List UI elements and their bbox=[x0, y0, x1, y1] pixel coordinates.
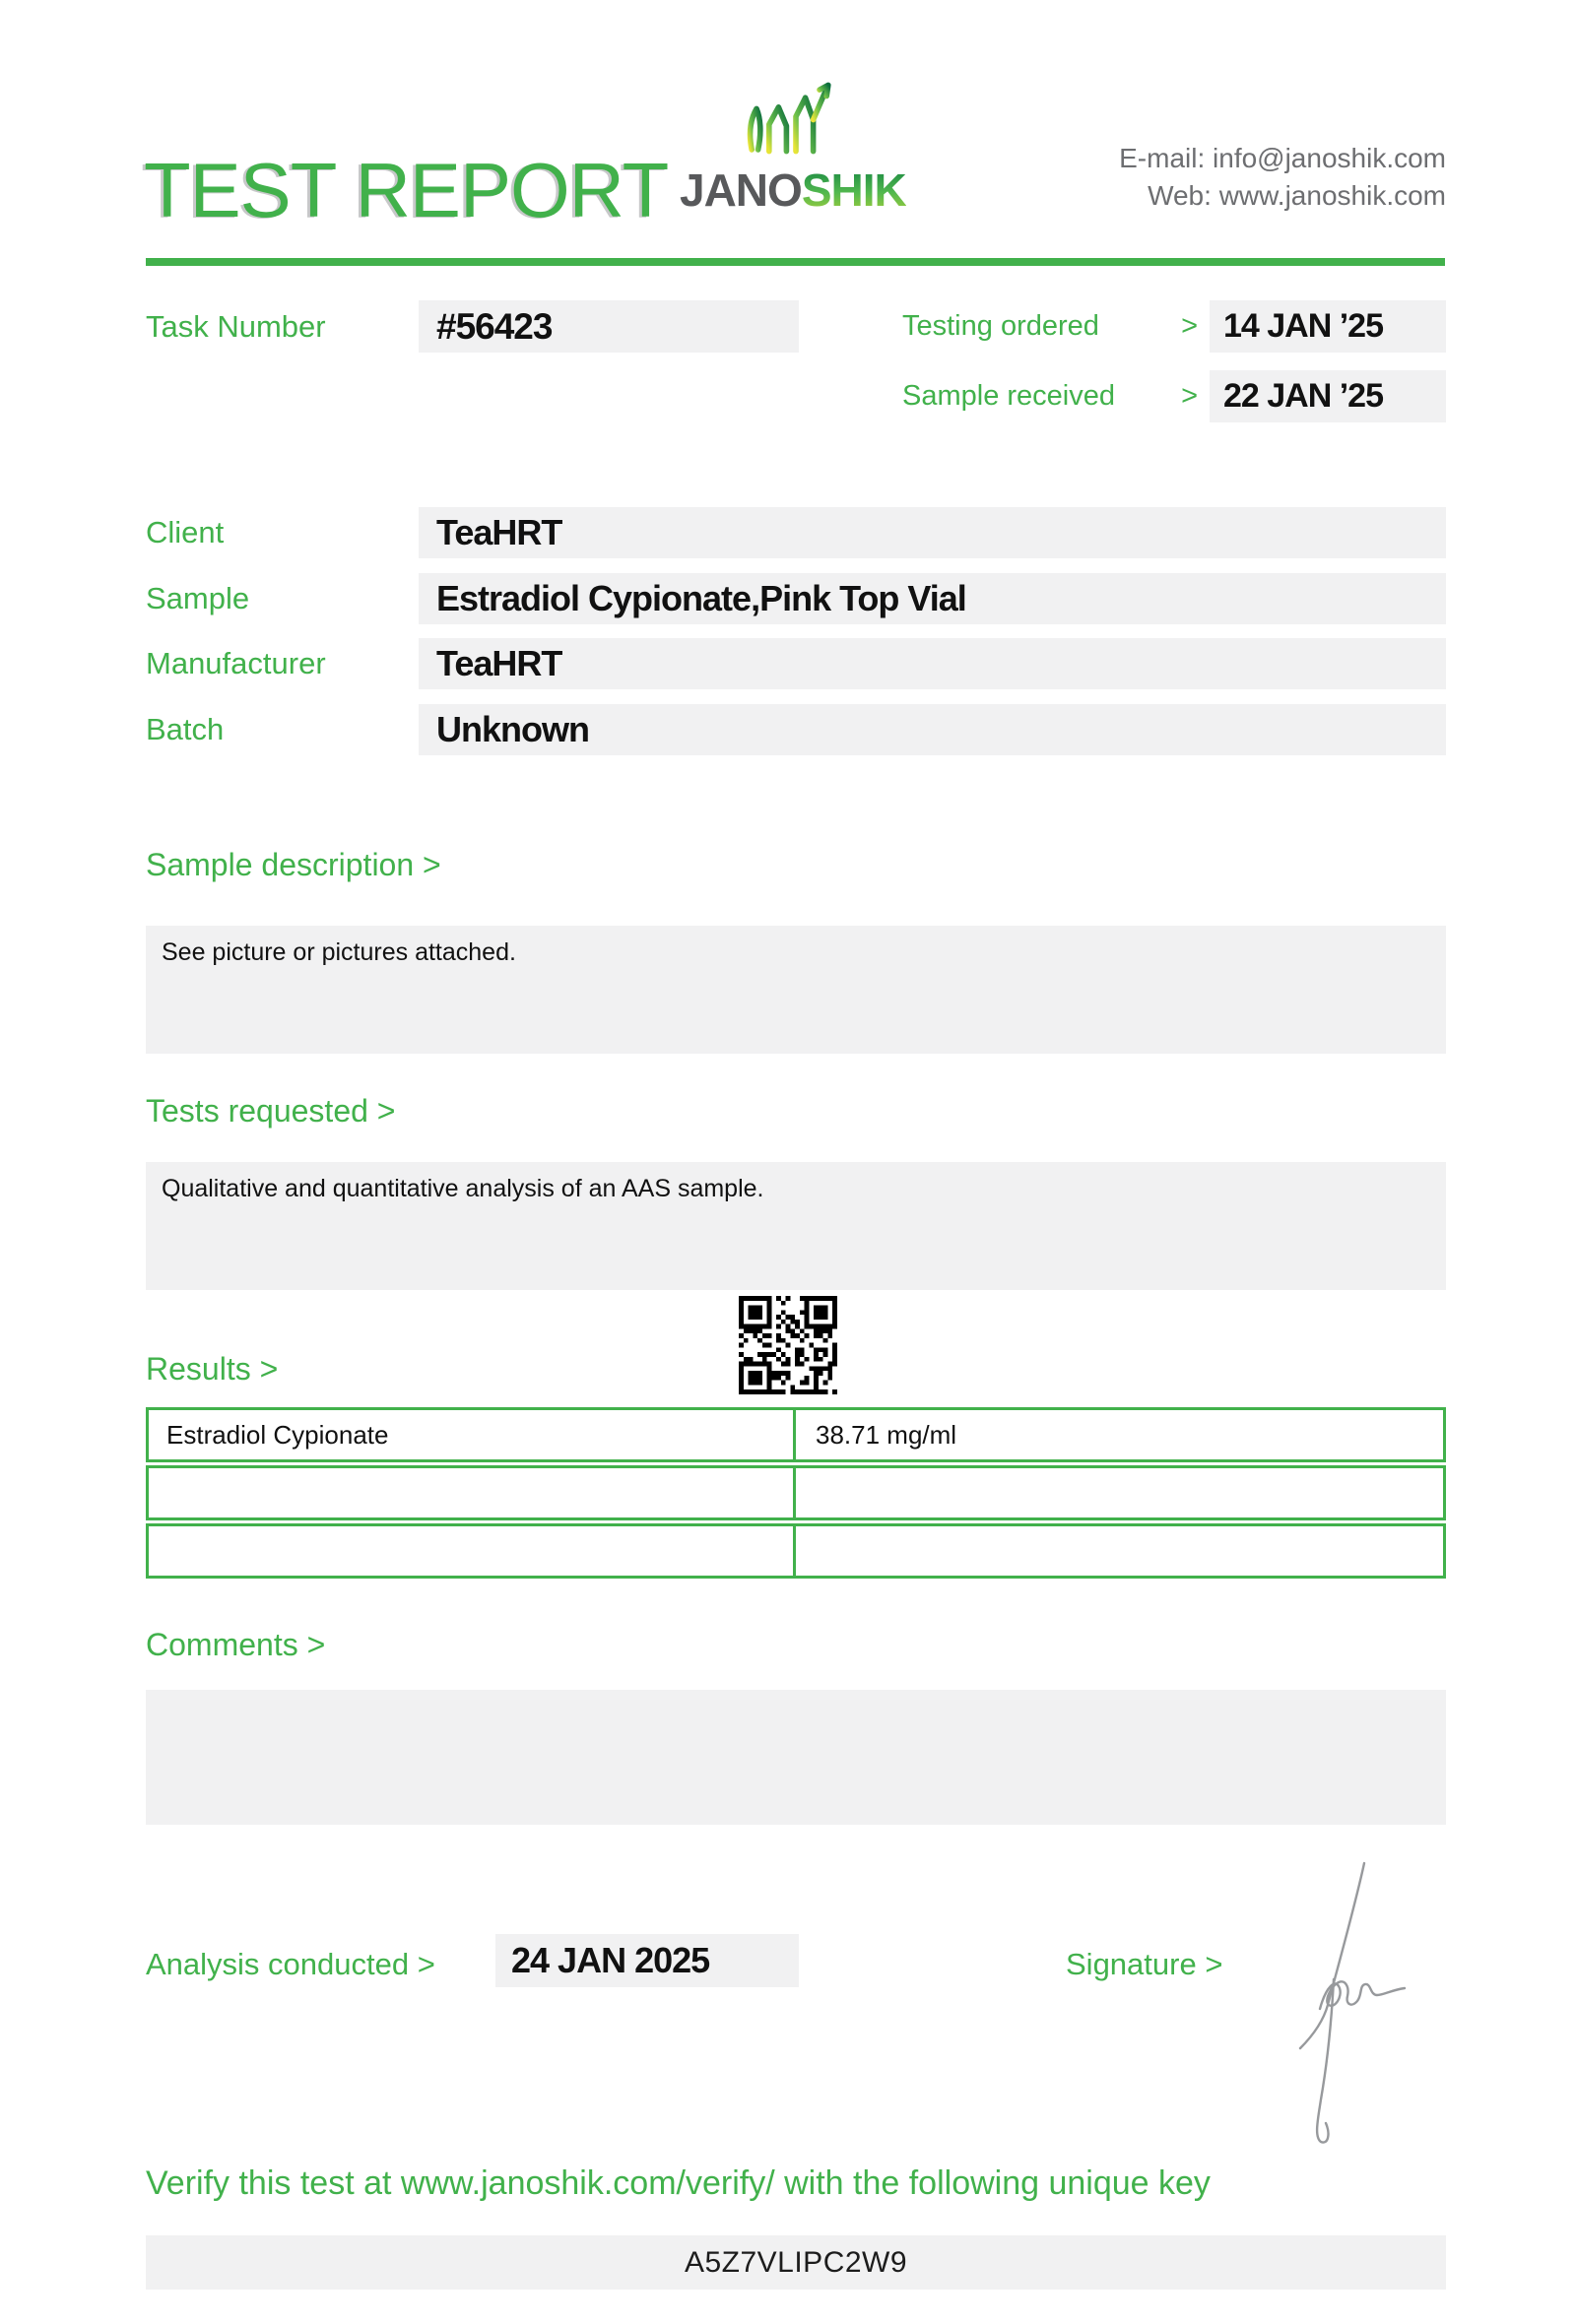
arrow-right-icon: > bbox=[1181, 310, 1198, 342]
analysis-conducted-value: 24 JAN 2025 bbox=[495, 1934, 799, 1987]
logo-text-jano: JANO bbox=[680, 164, 802, 216]
sample-label: Sample bbox=[146, 581, 250, 615]
unique-key-value: A5Z7VLIPC2W9 bbox=[146, 2235, 1446, 2290]
batch-value: Unknown bbox=[419, 704, 1446, 755]
verify-instruction: Verify this test at www.janoshik.com/verify/ with the following unique key bbox=[146, 2164, 1211, 2202]
logo-wordmark bbox=[680, 163, 906, 217]
result-analyte-cell bbox=[149, 1526, 796, 1576]
result-analyte-cell: Estradiol Cypionate bbox=[149, 1410, 796, 1459]
sample-received-value: 22 JAN ’25 bbox=[1210, 370, 1446, 422]
batch-label: Batch bbox=[146, 712, 225, 746]
tests-requested-text: Qualitative and quantitative analysis of an AAS sample. bbox=[162, 1175, 764, 1202]
analysis-conducted-label: Analysis conducted > bbox=[146, 1947, 435, 1981]
tests-requested-box bbox=[146, 1162, 1446, 1290]
manufacturer-value: TeaHRT bbox=[419, 638, 1446, 689]
sample-received-label: Sample received bbox=[902, 380, 1115, 412]
client-label: Client bbox=[146, 515, 225, 549]
sample-description-box bbox=[146, 926, 1446, 1054]
sample-row bbox=[146, 573, 1446, 624]
result-value-cell: 38.71 mg/ml bbox=[816, 1419, 957, 1450]
testing-ordered-value: 14 JAN ’25 bbox=[1210, 300, 1446, 353]
result-value-cell bbox=[796, 1468, 1443, 1517]
batch-row bbox=[146, 704, 1446, 755]
tests-requested-heading: Tests requested > bbox=[146, 1093, 396, 1129]
manufacturer-label: Manufacturer bbox=[146, 646, 326, 680]
result-value-cell bbox=[796, 1526, 1443, 1576]
contact-info bbox=[1119, 140, 1446, 215]
client-row bbox=[146, 507, 1446, 558]
logo bbox=[680, 77, 906, 217]
header-divider bbox=[146, 258, 1445, 266]
results-table-row bbox=[146, 1523, 1446, 1579]
comments-box bbox=[146, 1690, 1446, 1825]
signature-image bbox=[1277, 1851, 1410, 2147]
sample-description-heading: Sample description > bbox=[146, 847, 441, 882]
contact-web: Web: www.janoshik.com bbox=[1148, 180, 1446, 211]
arrow-right-icon: > bbox=[1181, 380, 1198, 412]
sample-value: Estradiol Cypionate,Pink Top Vial bbox=[419, 573, 1446, 624]
comments-heading: Comments > bbox=[146, 1627, 326, 1662]
results-heading: Results > bbox=[146, 1351, 279, 1387]
page-title: TEST REPORT bbox=[144, 147, 669, 233]
contact-email: E-mail: info@janoshik.com bbox=[1119, 143, 1446, 173]
logo-text-shik: SHIK bbox=[801, 164, 906, 216]
client-value: TeaHRT bbox=[419, 507, 1446, 558]
sample-received-row bbox=[902, 370, 1446, 422]
logo-chart-icon bbox=[741, 77, 835, 160]
testing-ordered-label: Testing ordered bbox=[902, 310, 1099, 342]
results-table-row bbox=[146, 1407, 1446, 1462]
result-analyte-cell bbox=[149, 1468, 796, 1517]
task-number-label: Task Number bbox=[146, 308, 326, 344]
manufacturer-row bbox=[146, 638, 1446, 689]
task-number-row bbox=[146, 300, 326, 353]
testing-ordered-row bbox=[902, 300, 1446, 353]
results-table-row bbox=[146, 1465, 1446, 1520]
signature-label: Signature > bbox=[1066, 1947, 1223, 1981]
sample-description-text: See picture or pictures attached. bbox=[162, 938, 516, 966]
qr-code bbox=[739, 1296, 837, 1399]
task-number-value: #56423 bbox=[419, 300, 799, 353]
